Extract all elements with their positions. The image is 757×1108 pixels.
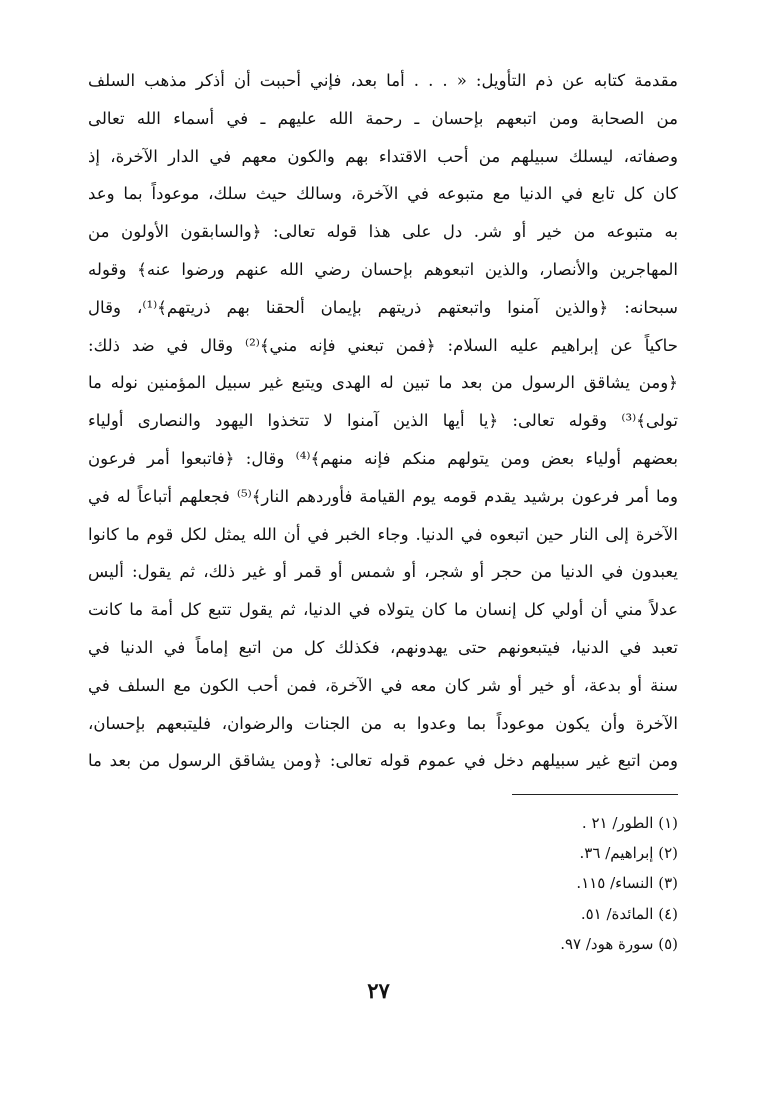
text-line: عدلاً مني أن أولي كل إنسان ما كان يتولاه في الدنيا، ثم يقول تتبع كل أمة ما كانت: [88, 600, 678, 620]
footnote-item: (٣) النساء/ ١١٥.: [576, 874, 678, 893]
text-line: الآخرة إلى النار حين اتبعوه في الدنيا. وجاء الخبر في أن الله يمثل لكل قوم ما كانوا: [88, 524, 678, 544]
footnote-item: (١) الطور/ ٢١ .: [581, 814, 678, 832]
footnotes: [378, 808, 678, 959]
main-text: [88, 62, 678, 780]
text-line: كان كل تابع في الدنيا مع متبوعه في الآخرة، وسالك حيث سلك، موعوداً بما وعد: [88, 184, 678, 204]
text-line: سنة أو بدعة، أو خير أو شر كان معه في الآخرة، فمن أحب الكون مع السلف في: [88, 675, 678, 695]
text-line: حاكياً عن إبراهيم عليه السلام: ﴿فمن تبعني فإنه مني﴾⁽²⁾ وقال في ضد ذلك:: [88, 335, 678, 355]
text-line: المهاجرين والأنصار، والذين اتبعوهم بإحسان رضي الله عنهم ورضوا عنه﴾ وقوله: [88, 259, 678, 279]
text-line: ومن اتبع غير سبيلهم دخل في عموم قوله تعالى: ﴿ومن يشاقق الرسول من بعد ما: [88, 751, 678, 771]
text-line: من الصحابة ومن اتبعهم بإحسان ـ رحمة الله عليهم ـ في أسماء الله تعالى: [88, 108, 678, 128]
text-line: سبحانه: ﴿والذين آمنوا واتبعتهم ذريتهم بإيمان ألحقنا بهم ذريتهم﴾⁽¹⁾، وقال: [88, 297, 678, 317]
text-line: تعبد في الدنيا، فيتبعونهم حتى يهدونهم، فكذلك كل من اتبع إماماً في الدنيا في: [88, 637, 678, 657]
footnote-item: (٤) المائدة/ ٥١.: [580, 904, 678, 923]
footnote-divider: [512, 794, 678, 795]
text-line: به متبوعه من خير أو شر. دل على هذا قوله تعالى: ﴿والسابقون الأولون من: [88, 222, 678, 242]
text-line: وصفاته، ليسلك سبيلهم من أحب الاقتداء بهم والكون معهم في الدار الآخرة، إذ: [88, 146, 678, 166]
text-line: يعبدون في الدنيا من حجر أو شجر، أو شمس أو قمر أو غير ذلك، ثم يقول: أليس: [88, 562, 678, 582]
text-line: تولى﴾⁽³⁾ وقوله تعالى: ﴿يا أيها الذين آمنوا لا تتخذوا اليهود والنصارى أولياء: [88, 411, 678, 431]
footnote-item: (٥) سورة هود/ ٩٧.: [560, 934, 678, 953]
text-line: وما أمر فرعون برشيد يقدم قومه يوم القيامة فأوردهم النار﴾⁽⁵⁾ فجعلهم أتباعاً له في: [88, 486, 678, 506]
text-line: مقدمة كتابه عن ذم التأويل: « . . . أما بعد، فإني أحببت أن أذكر مذهب السلف: [88, 71, 678, 90]
text-line: بعضهم أولياء بعض ومن يتولهم منكم فإنه منهم﴾⁽⁴⁾ وقال: ﴿فاتبعوا أمر فرعون: [88, 448, 678, 468]
footnote-item: (٢) إبراهيم/ ٣٦.: [579, 844, 678, 863]
page-number: ٢٧: [367, 978, 390, 1003]
text-line: ﴿ومن يشاقق الرسول من بعد ما تبين له الهدى ويتبع غير سبيل المؤمنين نوله ما: [88, 373, 678, 393]
text-line: الآخرة وأن يكون موعوداً بما وعدوا به من الجنات والرضوان، فليتبعهم بإحسان،: [88, 713, 678, 733]
